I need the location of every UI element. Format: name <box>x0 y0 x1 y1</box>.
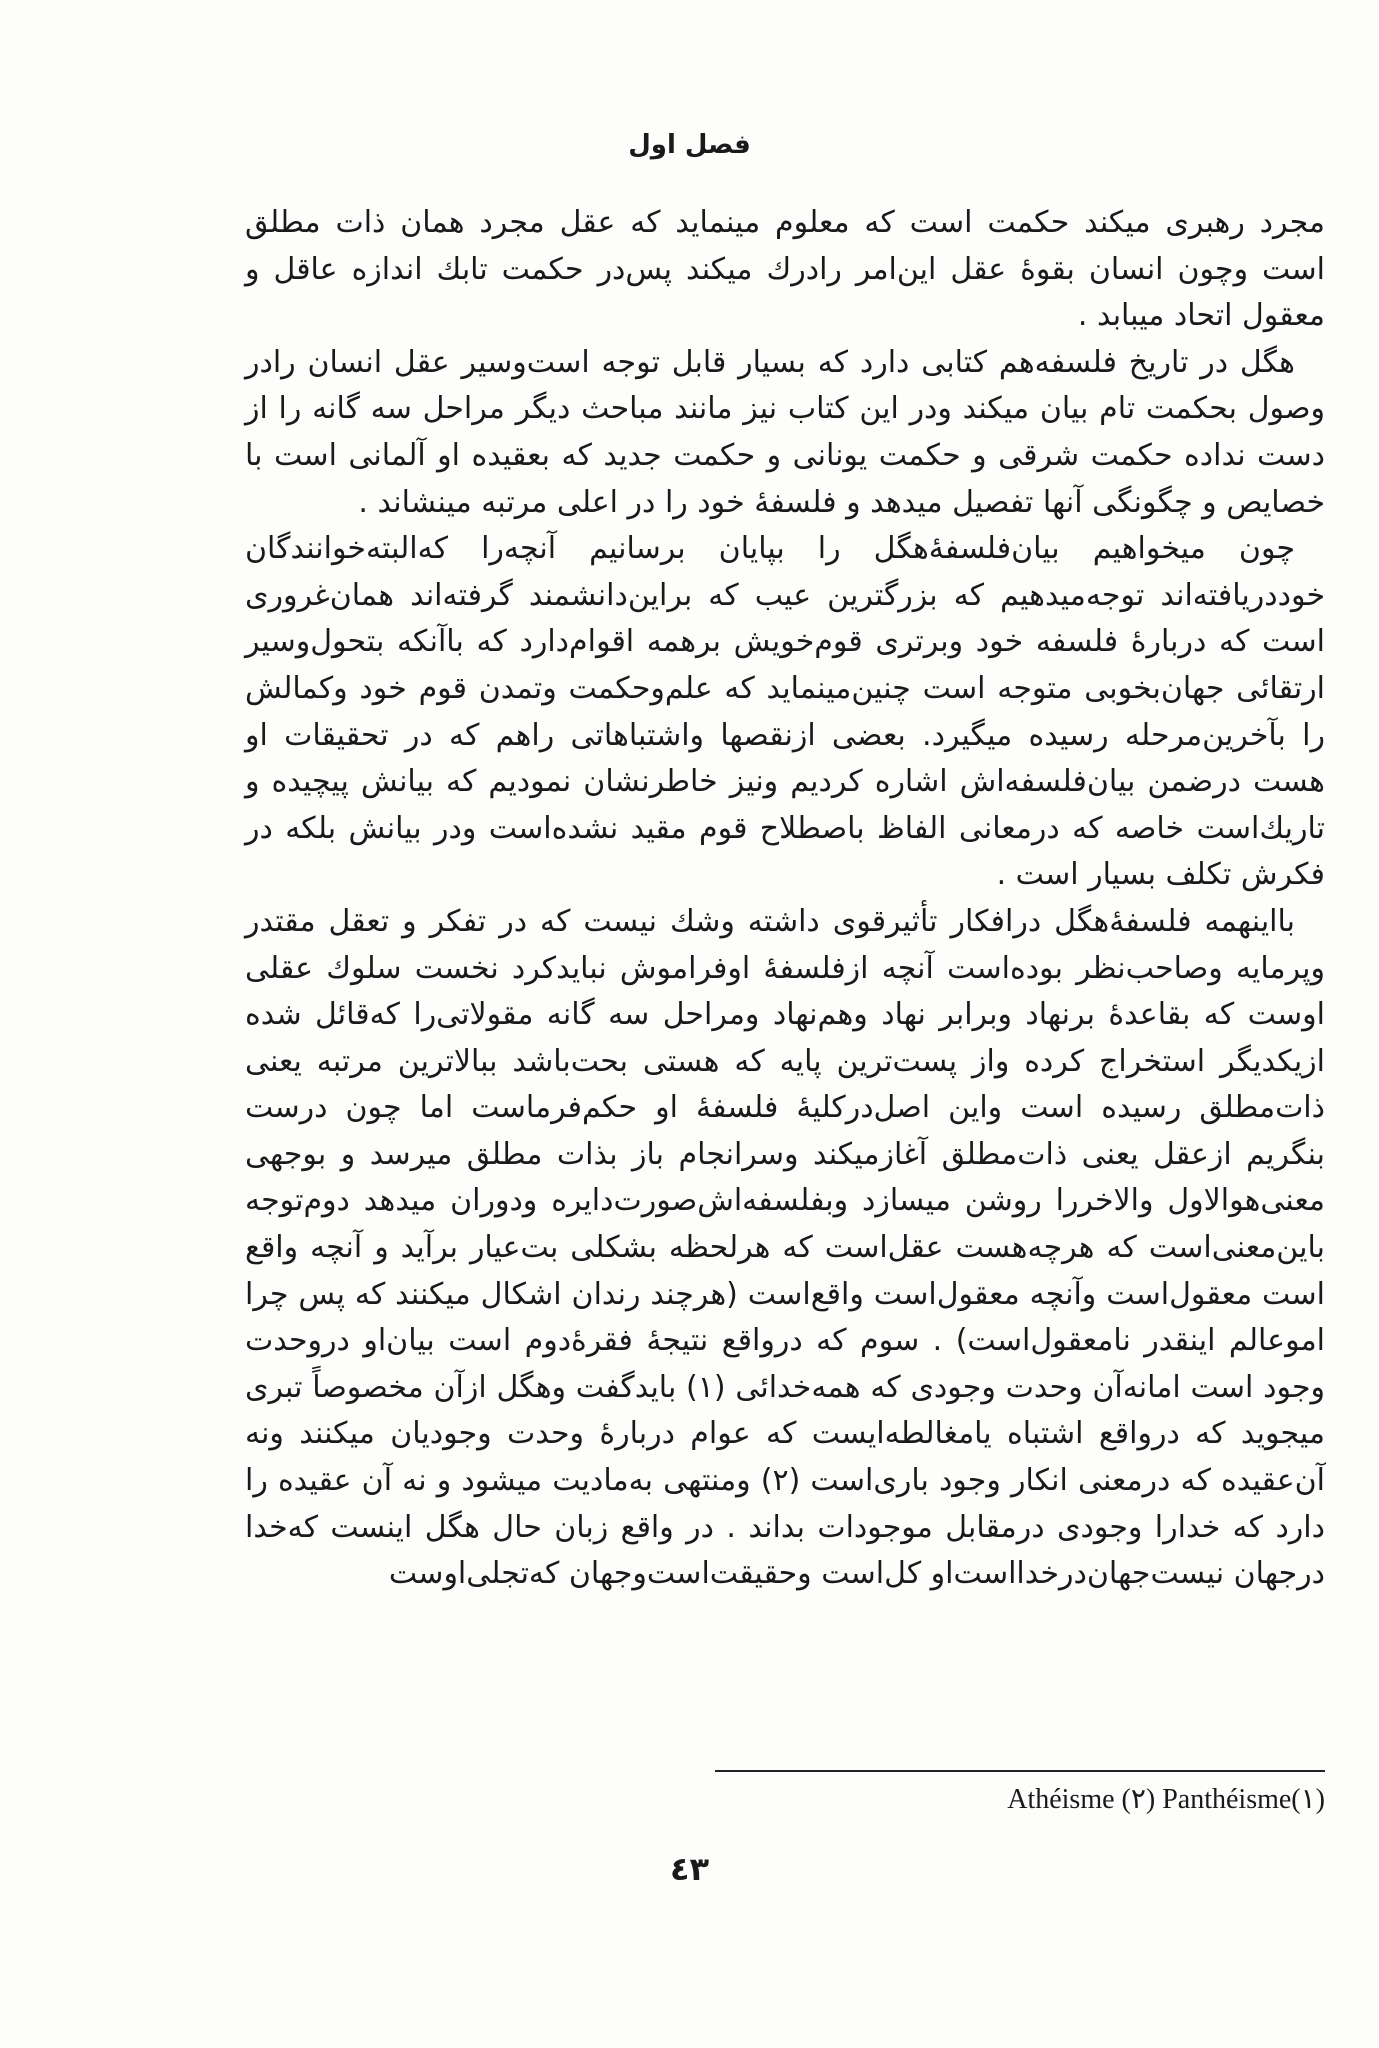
footnote-divider <box>715 1770 1325 1772</box>
page-number: ٤٣ <box>669 1850 710 1888</box>
footnote: Athéisme (۲) Panthéisme(۱) <box>1007 1784 1325 1815</box>
chapter-heading: فصل اول <box>628 130 751 160</box>
body-text <box>245 200 1325 1598</box>
paragraph: باا‌ینهمه فلسفهٔ‌هگل درافکار تأثیرقوی داشته وشك نیست که در تفکر و تعقل مقتدر وپرمایه وصاحب‌نظر بوده‌است آنچه ازفلسفهٔ اوفراموش نباید‌کرد نخست سلوك عقلی اوست که بقاعدهٔ برنهاد وبرابر نهاد وهم‌نهاد ومراحل سه گانه مقولاتی‌را که‌قائل شده ازیکدیگر استخراج کرده واز پست‌ترین پایه که هستی بحت‌باشد ببالاترین مرتبه یعنی ذات‌مطلق رسیده است واین اصل‌درکلیهٔ فلسفهٔ او حکم‌فرماست اما چون درست بنگریم ازعقل یعنی ذات‌مطلق آغازمیکند وسرانجام باز بذات مطلق میرسد و بوجهی معنی‌هوالاول والاخررا روشن میسازد وبفلسفه‌اش‌صورت‌دایره ودوران میدهد دوم‌توجه باین‌معنی‌است که هرچه‌هست عقل‌است که هرلحظه بشکلی بت‌عیار برآید و آنچه واقع است معقول‌است وآنچه معقول‌است واقع‌است (هرچند رندان اشکال میکنند که پس چرا اموعالم اینقدر نامعقول‌است) . سوم که درواقع نتیجهٔ فقرهٔ‌دوم است بیان‌او دروحدت وجود است امانه‌آن وحدت وجودی که همه‌خدائی (۱) باید‌گفت وهگل ازآن مخصوصاً تبری میجوید که درواقع اشتباه یامغالطه‌ایست که عوام دربارهٔ وحدت وجودیان میکنند ونه آن‌عقیده که درمعنی انکار وجود باری‌است (۲) ومنتهی به‌مادیت میشود و نه آن عقیده را دارد که خدارا وجودی درمقابل موجودات بداند . در واقع زبان حال هگل اینست که‌خدا درجهان نیست‌جهان‌درخدا‌است‌او کل‌است وحقیقت‌است‌وجهان که‌تجلی‌اوست <box>245 903 1326 1592</box>
paragraph: هگل در تاریخ فلسفه‌هم کتابی دارد که بسیار قابل توجه است‌وسیر عقل انسان رادر وصول بحکمت تام بیان میکند ودر این کتاب نیز مانند مباحث دیگر مراحل سه گانه را از دست نداده حکمت شرقی و حکمت یونانی و حکمت جدید که بعقیده او آلمانی است با خصایص و چگونگی آنها تفصیل میدهد و فلسفهٔ خود را در اعلی مرتبه مینشاند . <box>245 344 1325 520</box>
paragraph: مجرد رهبری میکند حکمت است که معلوم مینماید که عقل مجرد همان ذات مطلق است وچون انسان بقوهٔ عقل این‌امر رادرك میکند پس‌در حکمت تابك اندازه عاقل و معقول اتحاد میبابد . <box>245 205 1325 334</box>
paragraph: چون میخواهیم بیان‌فلسفهٔ‌هگل را بپایان برسانیم آنچه‌را که‌البته‌خوانندگان خوددریافته‌اند توجه‌میدهیم که بزرگترین عیب که براین‌دانشمند گرفته‌اند همان‌غروری است که دربارهٔ فلسفه خود وبرتری قوم‌خویش برهمه اقوام‌دارد که با‌آنکه بتحول‌وسیر ارتقائی جهان‌بخوبی متوجه است چنین‌مینماید که علم‌وحکمت وتمدن قوم خود وکمالش را بآخرین‌مرحله رسیده میگیرد. بعضی ازنقصها واشتباهاتی راهم که در تحقیقات او هست درضمن بیان‌فلسفه‌اش اشاره کردیم ونیز خاطرنشان نمودیم که بیانش پیچیده و تاریك‌است خاصه که درمعانی الفاظ باصطلاح قوم مقید نشده‌است ودر بیانش بلکه در فکرش تکلف بسیار است . <box>245 531 1325 893</box>
